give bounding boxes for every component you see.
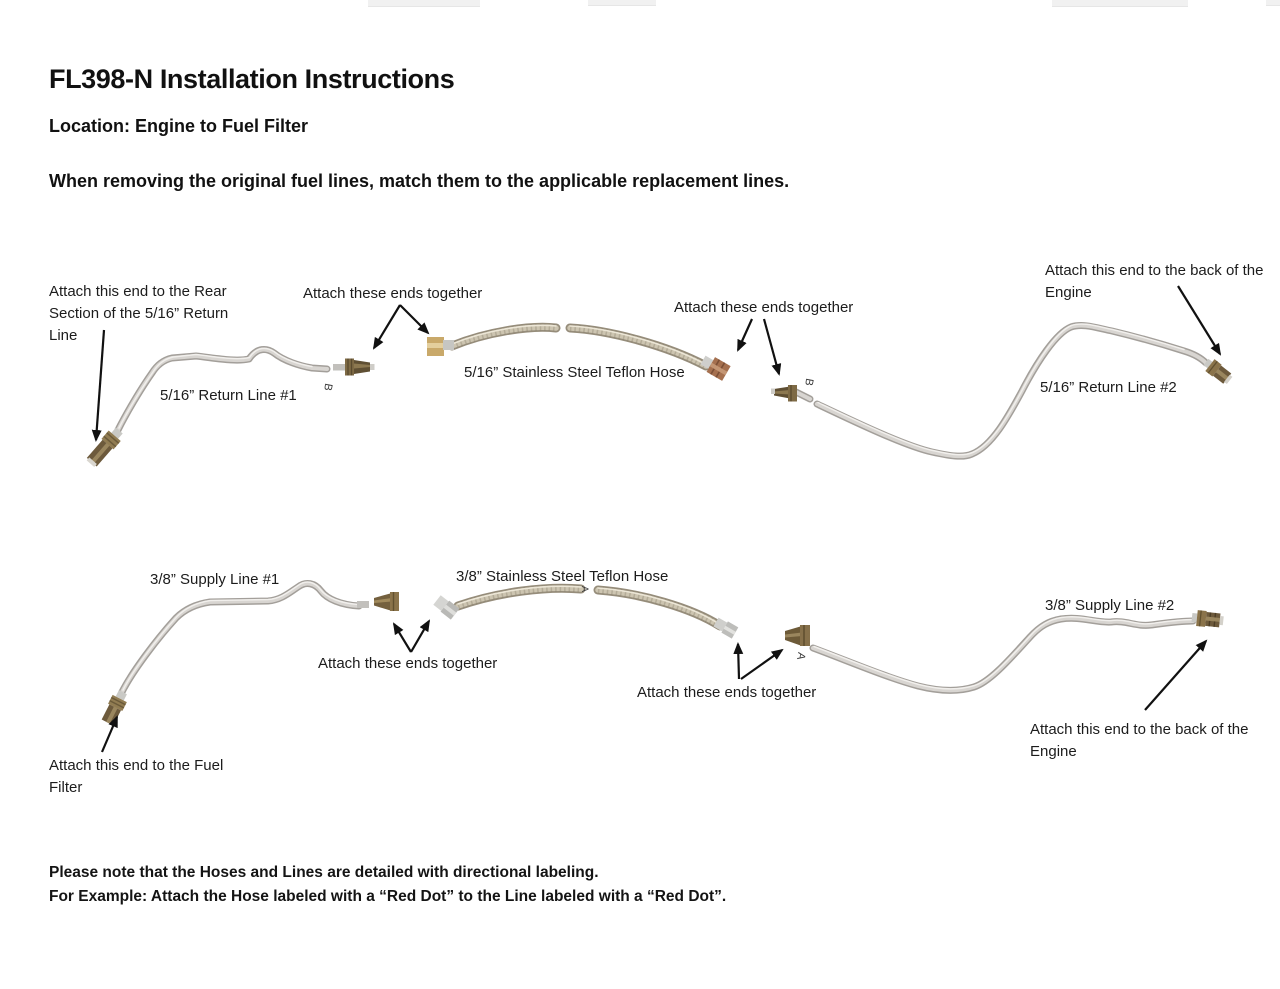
arrow-ends-top2-right <box>764 319 779 374</box>
fitting-supply1-end <box>357 592 399 611</box>
warning-text: When removing the original fuel lines, match them to the applicable replacement lines. <box>49 171 790 191</box>
label-teflon-hose-38: 3/8” Stainless Steel Teflon Hose <box>456 568 669 585</box>
fitting-line2-start <box>771 385 810 402</box>
fitting-line1-end <box>333 359 375 376</box>
arrow-ends-bot-left <box>394 624 411 652</box>
page-title: FL398-N Installation Instructions <box>49 64 455 94</box>
arrow-ends-bot-right <box>411 621 429 652</box>
annotation-ends-together-bot-2: Attach these ends together <box>637 684 817 701</box>
supply-line-2 <box>785 610 1224 691</box>
annotation-attach-engine-top: Attach this end to the back of the Engine <box>1045 262 1264 301</box>
fitting-supply2-start <box>785 625 810 646</box>
location-subtitle: Location: Engine to Fuel Filter <box>49 116 308 136</box>
arrow-ends-bot2-left <box>738 644 739 679</box>
annotation-attach-rear: Attach this end to the Rear Section of the 5/16” Return Line <box>49 283 229 344</box>
fitting-rear-end <box>84 425 125 469</box>
label-return-line-2: 5/16” Return Line #2 <box>1040 379 1177 396</box>
label-return-line-1: 5/16” Return Line #1 <box>160 387 297 404</box>
arrow-ends-top-left <box>374 305 400 348</box>
footer-note-line-2: For Example: Attach the Hose labeled with a “Red Dot” to the Line labeled with a “Red Dot”. <box>49 888 727 905</box>
arrow-ends-top-right <box>400 305 428 333</box>
teflon-hose-38 <box>433 586 739 638</box>
arrow-engine-bottom <box>1145 641 1206 710</box>
label-supply-line-2: 3/8” Supply Line #2 <box>1045 597 1175 614</box>
fitting-supply2-engine-end <box>1191 610 1224 629</box>
return-line-1 <box>84 348 374 469</box>
direction-marker-b1: B <box>321 382 335 392</box>
footer-note-line-1: Please note that the Hoses and Lines are detailed with directional labeling. <box>49 864 599 881</box>
direction-marker-a1: A <box>580 585 591 593</box>
direction-marker-a2: A <box>794 651 808 661</box>
annotation-attach-engine-bottom: Attach this end to the back of the Engine <box>1030 721 1249 760</box>
arrow-ends-bot2-right <box>741 650 782 679</box>
label-teflon-hose-516: 5/16” Stainless Steel Teflon Hose <box>464 364 685 381</box>
annotation-ends-together-top-2: Attach these ends together <box>674 299 854 316</box>
label-supply-line-1: 3/8” Supply Line #1 <box>150 571 280 588</box>
annotation-ends-together-top-1: Attach these ends together <box>303 285 483 302</box>
direction-marker-b2: B <box>802 377 816 387</box>
fitting-hose38-left <box>433 594 460 619</box>
annotation-attach-fuel-filter: Attach this end to the Fuel Filter <box>49 757 224 796</box>
arrow-ends-top2-left <box>738 319 752 350</box>
fitting-hose516-left <box>427 337 454 356</box>
annotation-ends-together-bot-1: Attach these ends together <box>318 655 498 672</box>
